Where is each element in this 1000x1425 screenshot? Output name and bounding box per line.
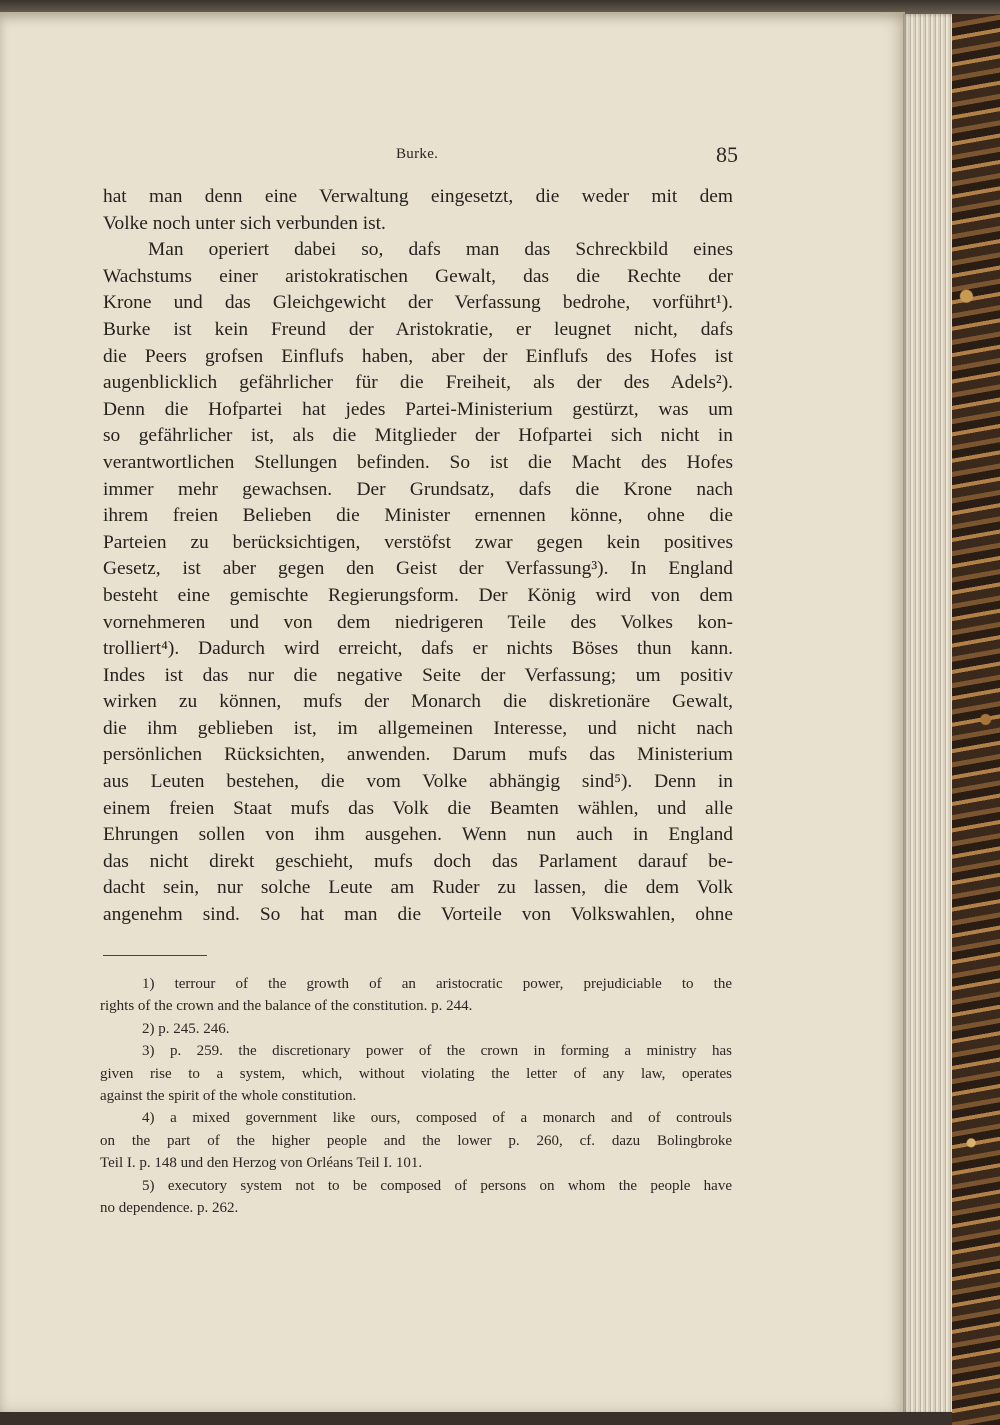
body-line: die ihm geblieben ist, im allgemeinen Interesse, und nicht nach — [103, 717, 733, 739]
body-line: Ehrungen sollen von ihm ausgehen. Wenn nun auch in England — [103, 824, 733, 846]
footnote-2 — [100, 1018, 732, 1040]
body-line: Man operiert dabei so, dafs man das Schreckbild eines — [148, 239, 733, 261]
footnote-3 — [100, 1040, 732, 1107]
body-text — [103, 184, 733, 929]
footnotes — [100, 973, 732, 1219]
footnote-rule — [103, 955, 207, 956]
body-line: Burke ist kein Freund der Aristokratie, er leugnet nicht, dafs — [103, 318, 733, 340]
footnote-1 — [100, 973, 732, 1018]
footnote-text: terrour of the growth of an aristocratic power, prejudiciable to the — [174, 976, 732, 992]
body-line: Gesetz, ist aber gegen den Geist der Verfassung³). In England — [103, 558, 733, 580]
body-line: aus Leuten bestehen, die vom Volke abhängig sind⁵). Denn in — [103, 771, 733, 793]
body-line: immer mehr gewachsen. Der Grundsatz, dafs die Krone nach — [103, 478, 733, 500]
body-line: verantwortlichen Stellungen befinden. So ist die Macht des Hofes — [103, 451, 733, 473]
running-head-title: Burke. — [396, 146, 439, 162]
body-line: hat man denn eine Verwaltung eingesetzt, die weder mit dem — [103, 186, 733, 207]
body-line: besteht eine gemischte Regierungsform. Der König wird von dem — [103, 584, 733, 606]
body-line: augenblicklich gefährlicher für die Freiheit, als der des Adels²). — [103, 372, 733, 394]
page-edges — [903, 14, 953, 1414]
footnote-text: no dependence. p. 262. — [100, 1200, 239, 1217]
footnote-text: on the part of the higher people and the lower p. 260, cf. dazu Bolingbroke — [100, 1132, 732, 1149]
footnote-text: p. 245. 246. — [158, 1020, 230, 1037]
footnote-text: a mixed government like ours, composed of a monarch and of controuls — [170, 1110, 732, 1127]
footnote-text: executory system not to be composed of persons on whom the people have — [167, 1177, 733, 1194]
footnote-text: rights of the crown and the balance of the constitution. p. 244. — [100, 998, 473, 1015]
footnote-mark: 1) — [142, 976, 155, 992]
body-line: trolliert⁴). Dadurch wird erreicht, dafs er nichts Böses thun kann. — [103, 638, 733, 660]
body-line: Indes ist das nur die negative Seite der Verfassung; um positiv — [103, 664, 733, 686]
footnote-4 — [100, 1107, 732, 1174]
body-line: Krone und das Gleichgewicht der Verfassung bedrohe, vorführt¹). — [103, 292, 733, 314]
body-line: einem freien Staat mufs das Volk die Beamten wählen, und alle — [103, 797, 733, 819]
footnote-mark: 5) — [142, 1177, 155, 1194]
body-line: angenehm sind. So hat man die Vorteile von Volkswahlen, ohne — [103, 904, 733, 926]
footnote-text: p. 259. the discretionary power of the crown in forming a ministry has — [169, 1043, 733, 1060]
running-head — [100, 142, 740, 172]
footnote-text: given rise to a system, which, without violating the letter of any law, operates — [100, 1065, 732, 1082]
footnote-text: against the spirit of the whole constitution. — [100, 1088, 357, 1105]
body-line: wirken zu können, mufs der Monarch die diskretionäre Gewalt, — [103, 691, 733, 713]
binding-bottom-edge — [0, 1412, 952, 1425]
body-line: Denn die Hofpartei hat jedes Partei-Ministerium gestürzt, was um — [103, 398, 733, 420]
body-line: ihrem freien Belieben die Minister ernennen könne, ohne die — [103, 505, 733, 527]
footnote-5 — [100, 1175, 732, 1220]
body-line: vornehmeren und von dem niedrigeren Teile des Volkes kon- — [103, 611, 733, 633]
body-line: Volke noch unter sich verbunden ist. — [103, 212, 386, 234]
footnote-mark: 4) — [142, 1110, 155, 1127]
body-line: das nicht direkt geschieht, mufs doch das Parlament darauf be- — [103, 850, 733, 872]
body-line: dacht sein, nur solche Leute am Ruder zu lassen, die dem Volk — [103, 877, 733, 899]
marbled-cover — [952, 14, 1000, 1425]
page-number: 85 — [716, 142, 738, 167]
body-line: Parteien zu berücksichtigen, verstöfst zwar gegen kein positives — [103, 531, 733, 553]
body-line: persönlichen Rücksichten, anwenden. Darum mufs das Ministerium — [103, 744, 733, 766]
footnote-mark: 2) — [142, 1020, 155, 1037]
body-line: so gefährlicher ist, als die Mitglieder der Hofpartei sich nicht in — [103, 425, 733, 447]
body-line: Wachstums einer aristokratischen Gewalt, das die Rechte der — [103, 265, 733, 287]
footnote-mark: 3) — [142, 1043, 155, 1060]
body-line: die Peers grofsen Einflufs haben, aber der Einflufs des Hofes ist — [103, 345, 733, 367]
footnote-text: Teil I. p. 148 und den Herzog von Orléans Teil I. 101. — [100, 1155, 423, 1172]
